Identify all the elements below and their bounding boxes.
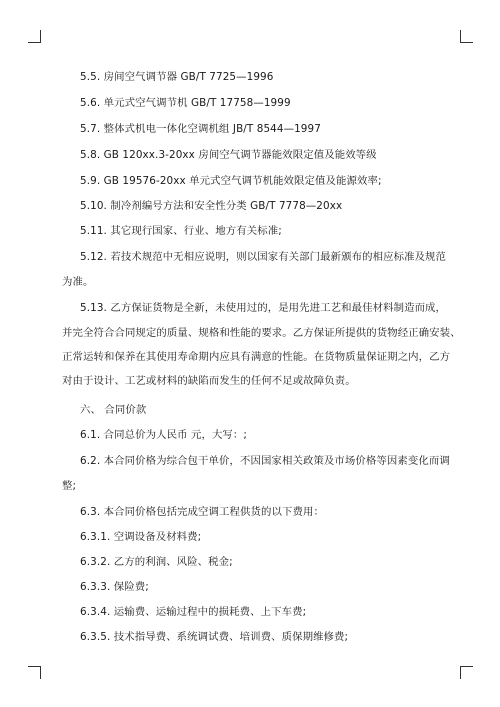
clause-5-12: 5.12. 若技术规范中无相应说明，则以国家有关部门最新颁布的相应标准及规范	[80, 251, 447, 263]
clause-6-3-4: 6.3.4. 运输费、运输过程中的损耗费、上下车费;	[80, 606, 307, 618]
clause-5-7: 5.7. 整体式机电一体化空调机组 JB/T 8544—1997	[80, 123, 321, 135]
clause-6-2-cont: 整;	[62, 480, 77, 492]
clause-5-13-cont-2: 正常运转和保养在其使用寿命期内应具有满意的性能。在货物质量保证期之内，乙方	[62, 351, 451, 363]
crop-mark-top-left	[28, 30, 41, 43]
clause-6-3: 6.3. 本合同价格包括完成空调工程供货的以下费用：	[80, 506, 324, 518]
crop-mark-bottom-right	[460, 666, 473, 679]
clause-5-8: 5.8. GB 120xx.3-20xx 房间空气调节器能效限定值及能效等级	[80, 149, 377, 161]
clause-6-3-2: 6.3.2. 乙方的利润、风险、税金;	[80, 556, 233, 568]
clause-5-11: 5.11. 其它现行国家、行业、地方有关标准;	[80, 225, 282, 237]
crop-mark-top-right	[460, 30, 473, 43]
clause-5-5: 5.5. 房间空气调节器 GB/T 7725—1996	[80, 71, 274, 83]
clause-5-12-cont: 为准。	[62, 276, 94, 288]
section-heading-contract-price: 六、 合同价款	[80, 404, 147, 416]
clause-5-13: 5.13. 乙方保证货物是全新，未使用过的，是用先进工艺和最佳材料制造而成，	[80, 302, 447, 314]
clause-6-3-3: 6.3.3. 保险费;	[80, 581, 149, 593]
clause-5-9: 5.9. GB 19576-20xx 单元式空气调节机能效限定值及能源效率;	[80, 175, 382, 187]
crop-mark-bottom-left	[28, 666, 41, 679]
clause-6-3-5: 6.3.5. 技术指导费、系统调试费、培训费、质保期维修费;	[80, 631, 349, 643]
clause-5-13-cont-3: 对由于设计、工艺或材料的缺陷而发生的任何不足或故障负责。	[62, 375, 356, 387]
clause-6-2: 6.2. 本合同价格为综合包干单价，不因国家相关政策及市场价格等因素变化而调	[80, 455, 450, 467]
clause-6-3-1: 6.3.1. 空调设备及材料费;	[80, 531, 202, 543]
clause-5-6: 5.6. 单元式空气调节机 GB/T 17758—1999	[80, 97, 291, 109]
clause-6-1: 6.1. 合同总价为人民币 元，大写：;	[80, 429, 248, 441]
clause-5-13-cont-1: 并完全符合合同规定的质量、规格和性能的要求。乙方保证所提供的货物经正确安装、	[62, 327, 461, 339]
clause-5-10: 5.10. 制冷剂编号方法和安全性分类 GB/T 7778—20xx	[80, 200, 343, 212]
